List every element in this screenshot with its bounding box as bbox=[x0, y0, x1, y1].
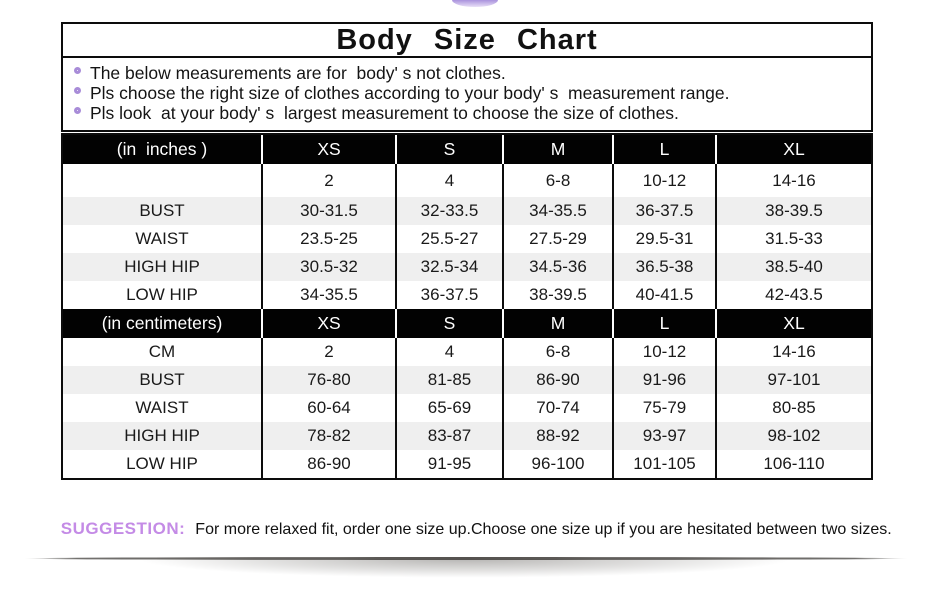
value-cell: 31.5-33 bbox=[716, 225, 871, 253]
purple-dot-decoration bbox=[452, 0, 498, 7]
value-cell: 42-43.5 bbox=[716, 281, 871, 309]
value-cell: 23.5-25 bbox=[262, 225, 396, 253]
header-cell: XS bbox=[262, 135, 396, 164]
value-cell: 86-90 bbox=[503, 366, 613, 394]
page-bottom-edge bbox=[24, 557, 908, 560]
header-box bbox=[61, 22, 873, 132]
value-cell: 76-80 bbox=[262, 366, 396, 394]
centimeters-table-row bbox=[63, 422, 871, 450]
row-label-cell: LOW HIP bbox=[126, 454, 198, 473]
value-cell: 88-92 bbox=[503, 422, 613, 450]
value-cell: 14-16 bbox=[716, 164, 871, 197]
row-label-cell: CM bbox=[148, 342, 176, 361]
value-cell: 2 bbox=[262, 164, 396, 197]
page-title: Body Size Chart bbox=[336, 23, 598, 56]
inches-table-row bbox=[63, 225, 871, 253]
centimeters-table-row bbox=[63, 338, 871, 366]
suggestion-label: SUGGESTION: bbox=[60, 519, 186, 538]
value-cell: 75-79 bbox=[613, 394, 716, 422]
value-cell: 70-74 bbox=[503, 394, 613, 422]
value-cell: 83-87 bbox=[396, 422, 503, 450]
title-bar bbox=[63, 24, 871, 58]
value-cell: 65-69 bbox=[396, 394, 503, 422]
inches-table-row bbox=[63, 281, 871, 309]
value-cell: 86-90 bbox=[262, 450, 396, 478]
header-cell: XL bbox=[716, 135, 871, 164]
centimeters-header-row bbox=[63, 309, 871, 338]
value-cell: 14-16 bbox=[716, 338, 871, 366]
bullet-ring-icon bbox=[74, 87, 81, 94]
size-table-frame bbox=[61, 133, 873, 480]
centimeters-table-row bbox=[63, 366, 871, 394]
header-cell: L bbox=[613, 309, 716, 338]
value-cell: 34.5-36 bbox=[503, 253, 613, 281]
value-cell: 34-35.5 bbox=[262, 281, 396, 309]
note-item bbox=[72, 103, 865, 123]
inches-table-row bbox=[63, 164, 871, 197]
value-cell: 91-95 bbox=[396, 450, 503, 478]
value-cell: 40-41.5 bbox=[613, 281, 716, 309]
value-cell: 91-96 bbox=[613, 366, 716, 394]
note-item bbox=[72, 83, 865, 103]
value-cell: 6-8 bbox=[503, 338, 613, 366]
inches-table-row bbox=[63, 197, 871, 225]
value-cell: 4 bbox=[396, 338, 503, 366]
value-cell: 101-105 bbox=[613, 450, 716, 478]
row-label-cell: WAIST bbox=[135, 229, 189, 248]
value-cell: 38-39.5 bbox=[716, 197, 871, 225]
value-cell: 2 bbox=[262, 338, 396, 366]
value-cell: 34-35.5 bbox=[503, 197, 613, 225]
row-label-cell: BUST bbox=[63, 197, 262, 225]
header-cell: (in inches ) bbox=[63, 135, 262, 164]
value-cell: 96-100 bbox=[503, 450, 613, 478]
suggestion-line bbox=[43, 496, 913, 563]
value-cell: 60-64 bbox=[262, 394, 396, 422]
header-cell: L bbox=[613, 135, 716, 164]
row-label-cell: LOW HIP bbox=[126, 285, 198, 304]
note-item bbox=[72, 63, 865, 83]
note-text: Pls look at your body' s largest measurement to choose the size of clothes. bbox=[90, 103, 679, 123]
inches-table-row bbox=[63, 253, 871, 281]
header-cell: XS bbox=[262, 309, 396, 338]
bullet-ring-icon bbox=[74, 107, 81, 114]
value-cell: 38.5-40 bbox=[716, 253, 871, 281]
value-cell: 30-31.5 bbox=[262, 197, 396, 225]
page-bottom-shadow bbox=[30, 559, 900, 585]
value-cell: 98-102 bbox=[716, 422, 871, 450]
centimeters-table-row bbox=[63, 450, 871, 478]
value-cell: 29.5-31 bbox=[613, 225, 716, 253]
bullet-ring-icon bbox=[74, 67, 81, 74]
header-cell: (in centimeters) bbox=[63, 309, 262, 338]
row-label-cell bbox=[63, 164, 262, 197]
row-label-cell: HIGH HIP bbox=[63, 253, 262, 281]
value-cell: 93-97 bbox=[613, 422, 716, 450]
value-cell: 81-85 bbox=[396, 366, 503, 394]
value-cell: 80-85 bbox=[716, 394, 871, 422]
value-cell: 32-33.5 bbox=[396, 197, 503, 225]
value-cell: 106-110 bbox=[716, 450, 871, 478]
row-label-cell: HIGH HIP bbox=[63, 422, 262, 450]
value-cell: 36.5-38 bbox=[613, 253, 716, 281]
inches-header-row bbox=[63, 135, 871, 164]
value-cell: 4 bbox=[396, 164, 503, 197]
value-cell: 10-12 bbox=[613, 164, 716, 197]
suggestion-text: For more relaxed fit, order one size up.Choose one size up if you are hesitated between two sizes. bbox=[195, 521, 892, 538]
note-text: Pls choose the right size of clothes according to your body' s measurement range. bbox=[90, 83, 730, 103]
value-cell: 36-37.5 bbox=[613, 197, 716, 225]
value-cell: 38-39.5 bbox=[503, 281, 613, 309]
centimeters-table-row bbox=[63, 394, 871, 422]
value-cell: 32.5-34 bbox=[396, 253, 503, 281]
header-cell: M bbox=[503, 309, 613, 338]
value-cell: 36-37.5 bbox=[396, 281, 503, 309]
note-text: The below measurements are for body' s not clothes. bbox=[90, 63, 506, 83]
header-cell: XL bbox=[716, 309, 871, 338]
value-cell: 27.5-29 bbox=[503, 225, 613, 253]
size-table bbox=[63, 135, 871, 478]
notes-list bbox=[63, 58, 871, 130]
value-cell: 25.5-27 bbox=[396, 225, 503, 253]
value-cell: 97-101 bbox=[716, 366, 871, 394]
header-cell: S bbox=[396, 135, 503, 164]
value-cell: 30.5-32 bbox=[262, 253, 396, 281]
row-label-cell: BUST bbox=[63, 366, 262, 394]
row-label-cell: WAIST bbox=[135, 398, 189, 417]
header-cell: M bbox=[503, 135, 613, 164]
value-cell: 10-12 bbox=[613, 338, 716, 366]
header-cell: S bbox=[396, 309, 503, 338]
value-cell: 78-82 bbox=[262, 422, 396, 450]
value-cell: 6-8 bbox=[503, 164, 613, 197]
